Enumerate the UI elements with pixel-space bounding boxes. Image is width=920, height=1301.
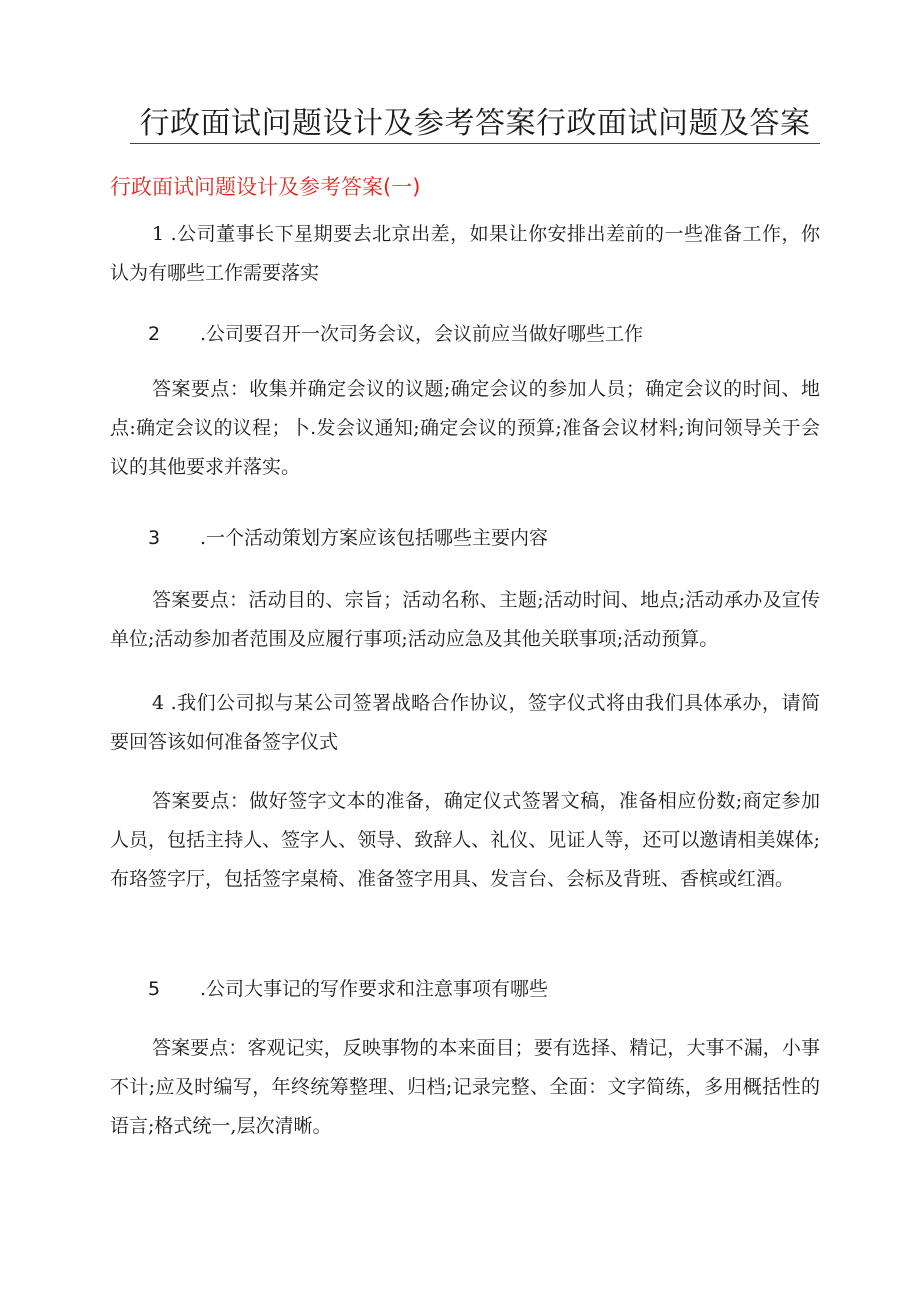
answer-3-text: 答案要点：活动目的、宗旨；活动名称、主题;活动时间、地点;活动承办及宣传单位;活动参加者范围及应履行事项;活动应急及其他关联事项;活动预算。: [110, 589, 820, 650]
question-2-number: 2: [148, 323, 161, 345]
title-underline: [130, 143, 820, 144]
question-3-text: .一个活动策划方案应该包括哪些主要内容: [200, 527, 549, 549]
question-2-text: .公司要召开一次司务会议，会议前应当做好哪些工作: [200, 323, 644, 345]
answer-5-text: 答案要点：客观记实，反映事物的本来面目；要有选择、精记，大事不漏，小事不计;应及时编写，年终统筹整理、归档;记录完整、全面：文字简练，多用概括性的语言;格式统一,层次清晰。: [110, 1037, 820, 1137]
answer-2-text: 答案要点：收集并确定会议的议题;确定会议的参加人员；确定会议的时间、地点:确定会议的议程；卜.发会议通知;确定会议的预算;准备会议材料;询问领导关于会议的其他要求并落实。: [110, 378, 820, 478]
question-3-number: 3: [148, 527, 161, 549]
section-heading: 行政面试问题设计及参考答案(一): [110, 175, 421, 199]
page-title: 行政面试问题设计及参考答案行政面试问题及答案: [139, 106, 811, 141]
question-5-text: .公司大事记的写作要求和注意事项有哪些: [200, 978, 549, 1000]
question-5-number: 5: [148, 978, 161, 1000]
answer-4-text: 答案要点：做好签字文本的准备，确定仪式签署文稿，准备相应份数;商定参加人员，包括主持人、签字人、领导、致辞人、礼仪、见证人等，还可以邀请相美媒体;布珞签字厅，包括签字桌椅、准备签字用具、发言台、会标及背班、香槟或红酒。: [110, 790, 820, 890]
question-4-text: 4 .我们公司拟与某公司签署战略合作协议，签字仪式将由我们具体承办，请简要回答该如何准备签字仪式: [110, 692, 820, 753]
question-1-text: 1 .公司董事长下星期要去北京出差，如果让你安排出差前的一些准备工作，你认为有哪些工作需要落实: [110, 223, 820, 284]
